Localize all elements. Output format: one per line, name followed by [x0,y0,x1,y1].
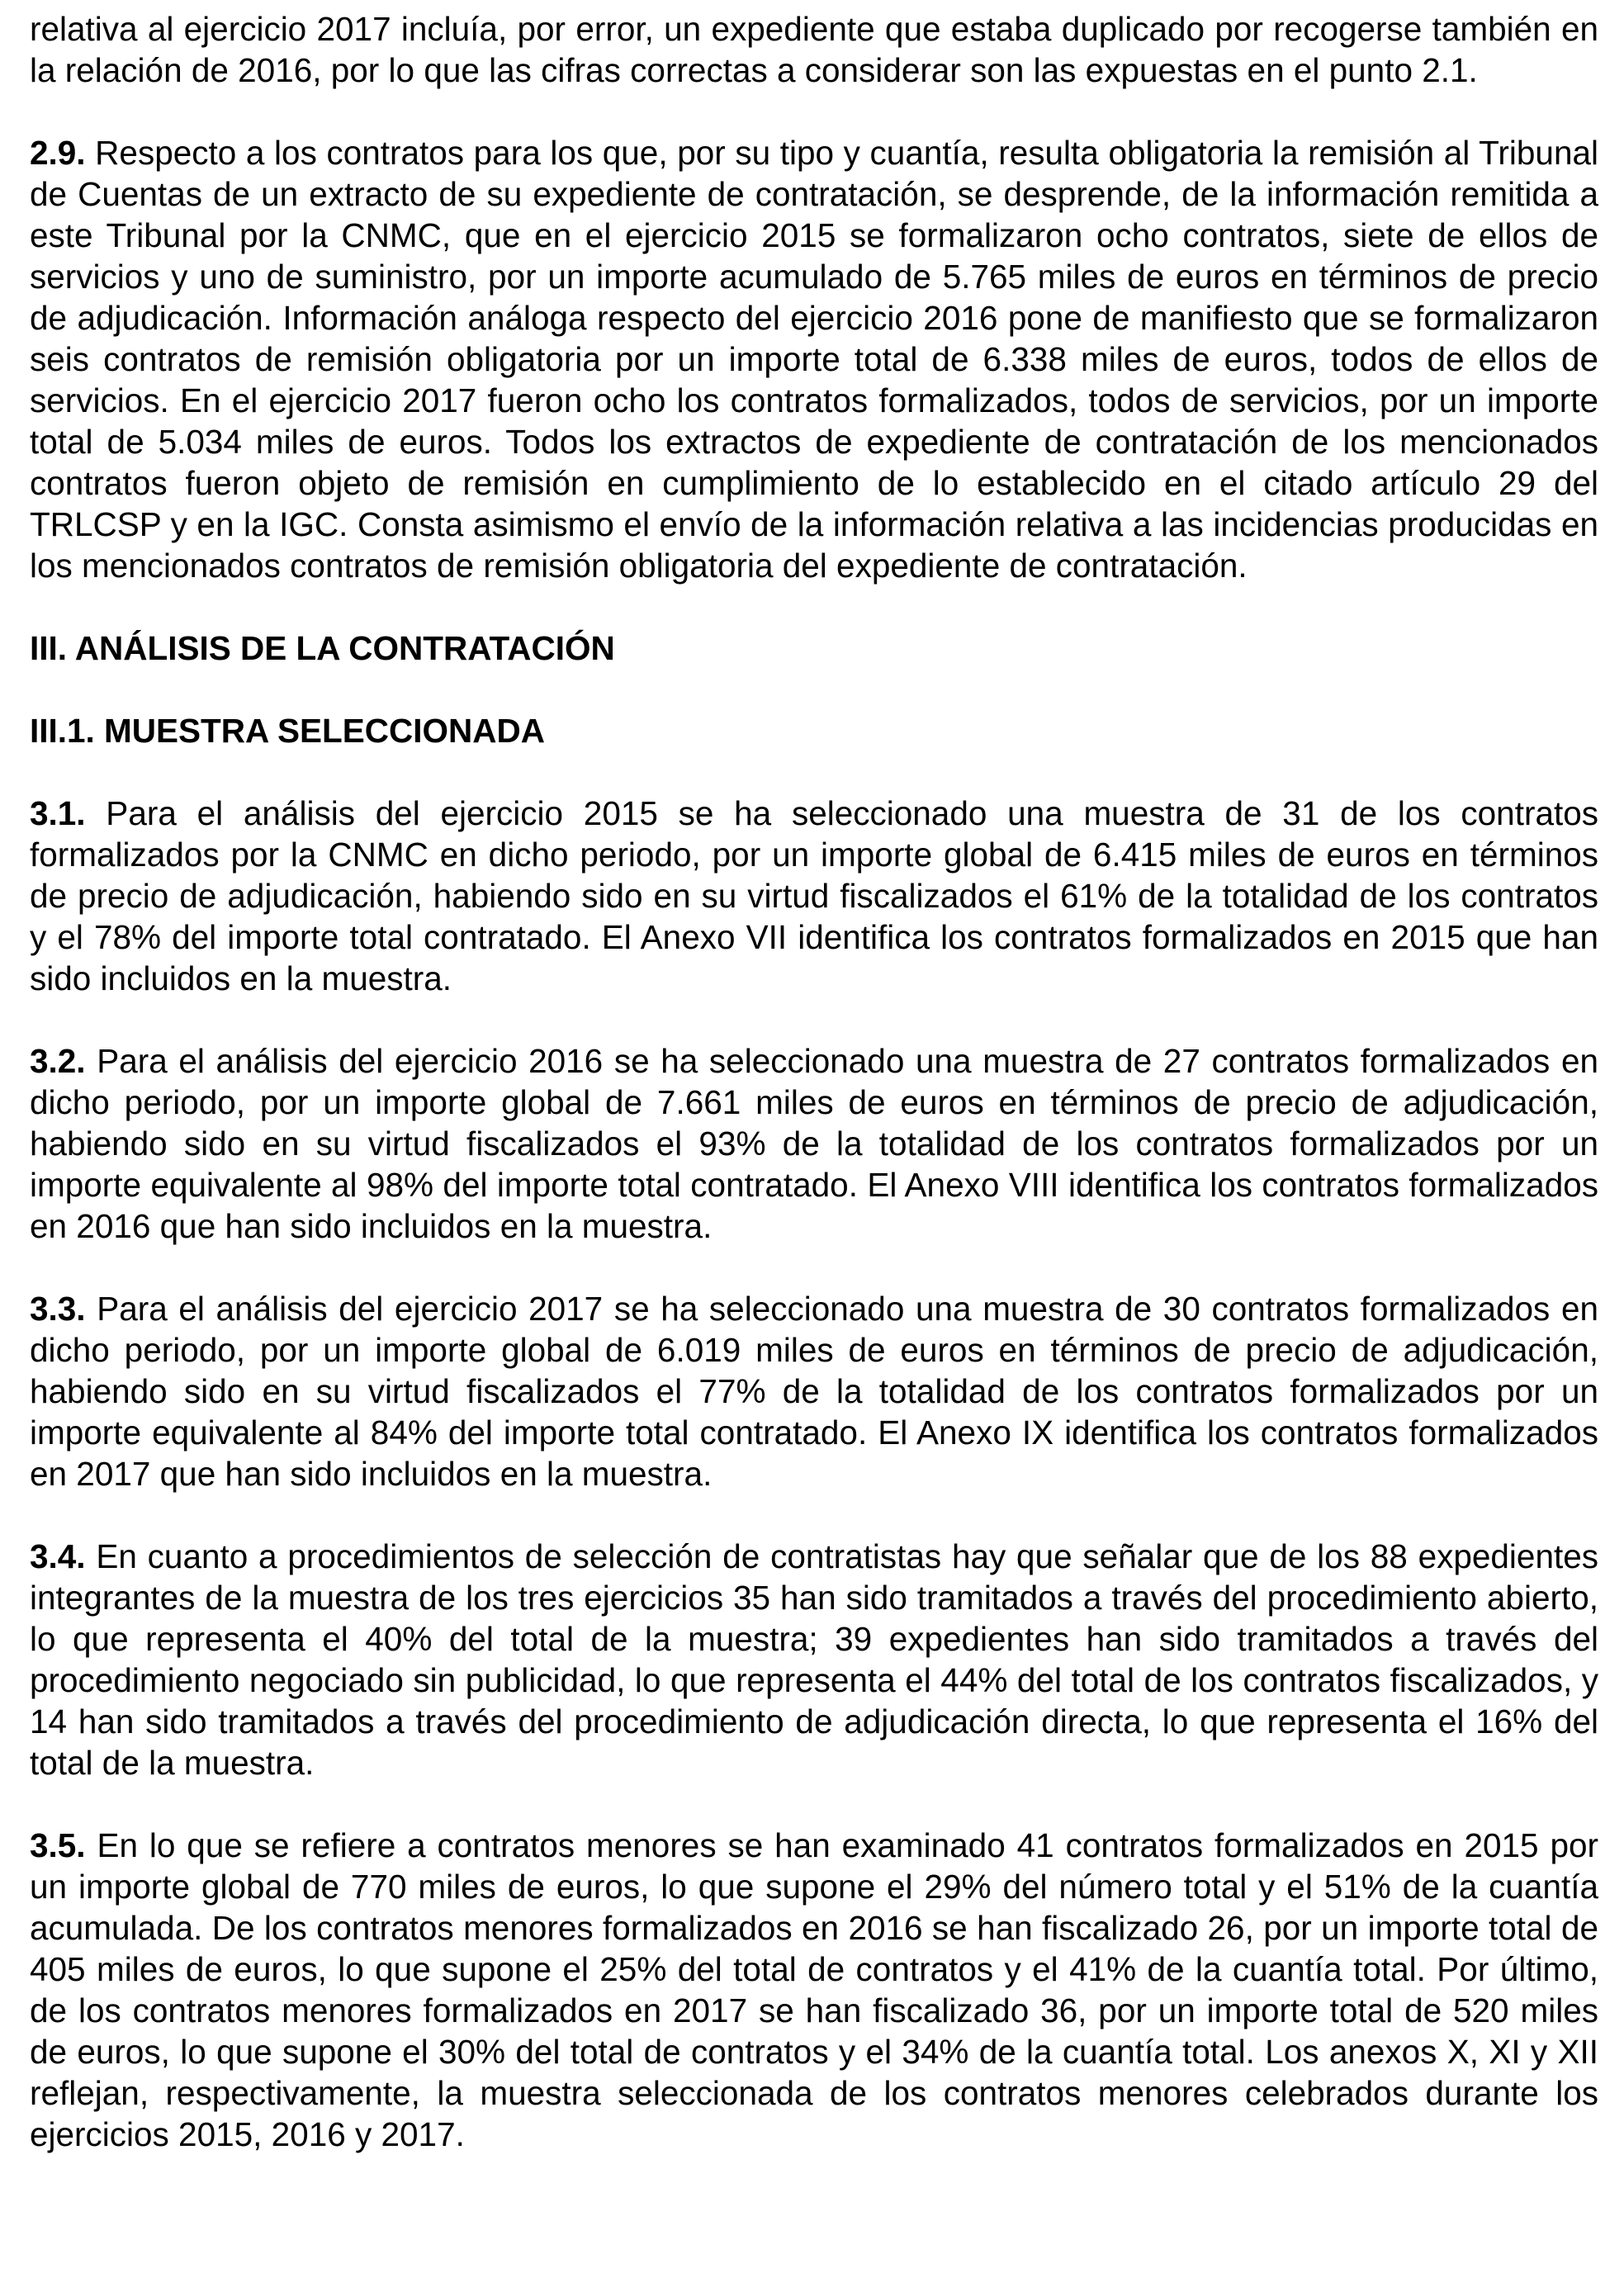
paragraph-3-3 [30,1288,1598,1494]
paragraph-3-4-text: En cuanto a procedimientos de selección de contratistas hay que señalar que de los 88 expedientes integrantes de la muestra de los tres ejercicios 35 han sido tramitados a través del procedimiento abierto, lo que representa el 40% del total de la muestra; 39 expedientes han sido tramitados a través del procedimiento negociado sin publicidad, lo que representa el 44% del total de los contratos fiscalizados, y 14 han sido tramitados a través del procedimiento de adjudicación directa, lo que representa el 16% del total de la muestra. [30,1537,1598,1782]
paragraph-3-1-number: 3.1. [30,794,86,832]
paragraph-3-3-number: 3.3. [30,1290,86,1328]
paragraph-3-2 [30,1040,1598,1247]
paragraph-2-9-text: Respecto a los contratos para los que, por su tipo y cuantía, resulta obligatoria la remisión al Tribunal de Cuentas de un extracto de su expediente de contratación, se desprende, de la información remitida a este Tribunal por la CNMC, que en el ejercicio 2015 se formalizaron ocho contratos, siete de ellos de servicios y uno de suministro, por un importe acumulado de 5.765 miles de euros en términos de precio de adjudicación. Información análoga respecto del ejercicio 2016 pone de manifiesto que se formalizaron seis contratos de remisión obligatoria por un importe total de 6.338 miles de euros, todos de ellos de servicios. En el ejercicio 2017 fueron ocho los contratos formalizados, todos de servicios, por un importe total de 5.034 miles de euros. Todos los extractos de expediente de contratación de los mencionados contratos fueron objeto de remisión en cumplimiento de lo establecido en el citado artículo 29 del TRLCSP y en la IGC. Consta asimismo el envío de la información relativa a las incidencias producidas en los mencionados contratos de remisión obligatoria del expediente de contratación. [30,134,1598,585]
paragraph-3-1 [30,793,1598,999]
paragraph-3-5-text: En lo que se refiere a contratos menores se han examinado 41 contratos formalizados en 2015 por un importe global de 770 miles de euros, lo que supone el 29% del número total y el 51% de la cuantía acumulada. De los contratos menores formalizados en 2016 se han fiscalizado 26, por un importe total de 405 miles de euros, lo que supone el 25% del total de contratos y el 41% de la cuantía total. Por último, de los contratos menores formalizados en 2017 se han fiscalizado 36, por un importe total de 520 miles de euros, lo que supone el 30% del total de contratos y el 34% de la cuantía total. Los anexos X, XI y XII reflejan, respectivamente, la muestra seleccionada de los contratos menores celebrados durante los ejercicios 2015, 2016 y 2017. [30,1826,1598,2153]
paragraph-intro [30,8,1598,91]
paragraph-3-2-text: Para el análisis del ejercicio 2016 se ha seleccionado una muestra de 27 contratos formalizados en dicho periodo, por un importe global de 7.661 miles de euros en términos de precio de adjudicación, habiendo sido en su virtud fiscalizados el 93% de la totalidad de los contratos formalizados por un importe equivalente al 98% del importe total contratado. El Anexo VIII identifica los contratos formalizados en 2016 que han sido incluidos en la muestra. [30,1042,1598,1245]
paragraph-3-2-number: 3.2. [30,1042,86,1080]
paragraph-2-9 [30,132,1598,586]
paragraph-3-5-number: 3.5. [30,1826,86,1864]
paragraph-3-1-text: Para el análisis del ejercicio 2015 se ha seleccionado una muestra de 31 de los contratos formalizados por la CNMC en dicho periodo, por un importe global de 6.415 miles de euros en términos de precio de adjudicación, habiendo sido en su virtud fiscalizados el 61% de la totalidad de los contratos y el 78% del importe total contratado. El Anexo VII identifica los contratos formalizados en 2015 que han sido incluidos en la muestra. [30,794,1598,997]
paragraph-3-4 [30,1536,1598,1783]
paragraph-intro-text: relativa al ejercicio 2017 incluía, por error, un expediente que estaba duplicado por recogerse también en la relación de 2016, por lo que las cifras correctas a considerar son las expuestas en el punto 2.1. [30,10,1598,89]
paragraph-3-3-text: Para el análisis del ejercicio 2017 se ha seleccionado una muestra de 30 contratos formalizados en dicho periodo, por un importe global de 6.019 miles de euros en términos de precio de adjudicación, habiendo sido en su virtud fiscalizados el 77% de la totalidad de los contratos formalizados por un importe equivalente al 84% del importe total contratado. El Anexo IX identifica los contratos formalizados en 2017 que han sido incluidos en la muestra. [30,1290,1598,1493]
section-heading: III. ANÁLISIS DE LA CONTRATACIÓN [30,629,615,667]
paragraph-2-9-number: 2.9. [30,134,86,172]
document-page [30,8,1598,2155]
paragraph-3-5 [30,1825,1598,2155]
subsection-heading: III.1. MUESTRA SELECCIONADA [30,712,546,750]
paragraph-3-4-number: 3.4. [30,1537,86,1575]
